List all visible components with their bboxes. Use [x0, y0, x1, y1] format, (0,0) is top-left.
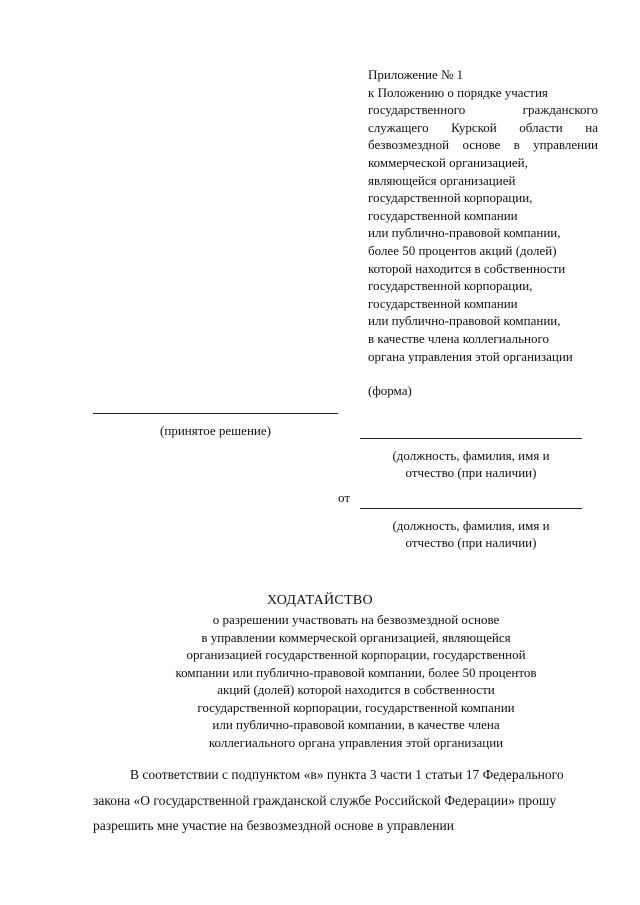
sender-line[interactable] — [360, 508, 582, 509]
body-line: разрешить мне участие на безвозмездной основе в управлении — [93, 818, 454, 833]
decision-caption: (принятое решение) — [160, 423, 271, 438]
appendix-line: или публично-правовой компании, — [368, 225, 561, 241]
addressee-caption — [360, 447, 582, 481]
subtitle-line: компании или публично-правовой компании, более 50 процентов — [175, 664, 537, 680]
appendix-header — [368, 66, 598, 400]
addressee-caption-line2: отчество (при наличии) — [405, 465, 537, 480]
appendix-line: Приложение № 1 — [368, 67, 464, 82]
from-label: от — [338, 490, 351, 505]
petition-body — [93, 762, 583, 839]
subtitle-line: акций (долей) которой находится в собственности — [217, 682, 495, 697]
appendix-line: являющейся организацией — [368, 172, 516, 188]
addressee-line[interactable] — [360, 438, 582, 439]
appendix-line: органа управления этой организации — [368, 348, 573, 364]
appendix-line: которой находится в собственности — [368, 260, 566, 276]
form-label: (форма) — [368, 383, 412, 399]
decision-line[interactable] — [93, 413, 338, 414]
appendix-line: более 50 процентов акций (долей) — [368, 242, 557, 258]
body-line: В соответствии с подпунктом «в» пункта 3 части 1 статьи 17 Федерального — [130, 767, 564, 782]
appendix-line: в качестве члена коллегиального — [368, 330, 549, 346]
sender-caption-line2: отчество (при наличии) — [405, 535, 537, 550]
sender-caption — [360, 517, 582, 551]
appendix-line: государственной корпорации, — [368, 278, 533, 294]
appendix-line: к Положению о порядке участия — [368, 84, 548, 100]
appendix-line: государственной корпорации, — [368, 190, 533, 206]
subtitle-line: или публично-правовой компании, в качестве члена — [212, 717, 500, 732]
addressee-caption-line1: (должность, фамилия, имя и — [392, 448, 550, 463]
appendix-line: государственной компании — [368, 295, 518, 311]
appendix-line: государственной компании — [368, 207, 518, 223]
appendix-line: государственного гражданского — [368, 102, 598, 118]
subtitle-line: государственной корпорации, государственной компании — [197, 699, 515, 715]
petition-title: ХОДАТАЙСТВО — [267, 593, 373, 608]
sender-caption-line1: (должность, фамилия, имя и — [392, 518, 550, 533]
subtitle-line: о разрешении участвовать на безвозмездной основе — [212, 612, 500, 627]
appendix-line: служащего Курской области на — [368, 119, 598, 135]
petition-subtitle — [0, 611, 640, 751]
body-line: закона «О государственной гражданской службе Российской Федерации» прошу — [93, 792, 557, 808]
subtitle-line: в управлении коммерческой организацией, являющейся — [201, 629, 511, 645]
appendix-line: безвозмездной основе в управлении — [368, 137, 598, 153]
appendix-line: коммерческой организацией, — [368, 154, 528, 170]
appendix-line: или публично-правовой компании, — [368, 313, 561, 329]
subtitle-line: коллегиального органа управления этой организации — [208, 734, 504, 750]
subtitle-line: организацией государственной корпорации, государственной — [186, 647, 526, 662]
